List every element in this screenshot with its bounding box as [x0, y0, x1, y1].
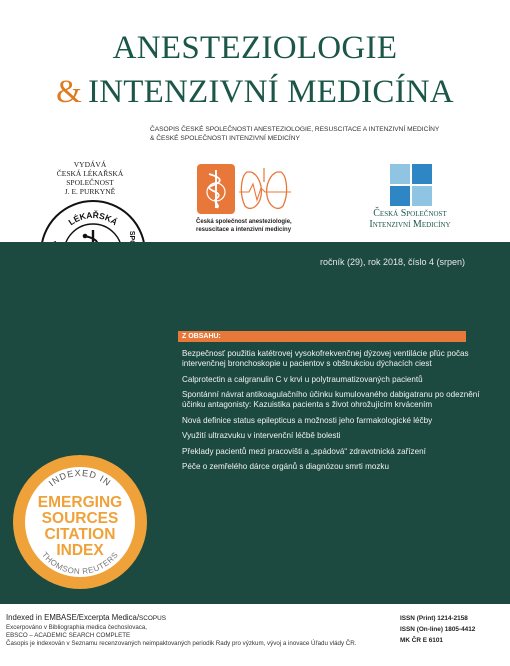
esci-line1: EMERGING [37, 494, 123, 511]
subtitle-line2: & ČESKÉ SPOLEČNOSTI INTENZIVNÍ MEDICÍNY [150, 135, 300, 142]
publisher-block [30, 160, 150, 196]
publisher-line: SPOLEČNOST [66, 178, 114, 187]
indexing-line2: Excerpováno v Bibliographia medica čechoslovaca, [6, 624, 148, 631]
csarim-caption-line1: Česká společnost anesteziologie, [196, 219, 292, 225]
csim-logo-icon [388, 162, 434, 208]
esci-line3: CITATION [44, 526, 116, 543]
indexing-line4: Časopis je indexován v Seznamu recenzovaných neimpaktovaných periodik Rady pro výzkum, vývoj a inovace Úřadu vlády ČR. [6, 640, 357, 648]
contents-item: Překlady pacientů mezi pracovišti a „spádová“ zdravotnická zařízení [182, 446, 426, 456]
csim-name [350, 208, 470, 230]
publisher-line: J. E. PURKYNĚ [64, 187, 116, 196]
title-ampersand: & [56, 74, 83, 110]
contents-list [182, 349, 487, 478]
contents-item: Využití ultrazvuku v intervenční léčbě bolesti [182, 431, 341, 440]
esci-line2: SOURCES [41, 510, 119, 527]
indexing-info [6, 613, 396, 649]
contents-item: Spontánní návrat antikoagulačního účinku kumulovaného dabigatranu po odeznění účinku antagonisty: Kazuistika pacienta s život ohrožujícím krvácením [182, 390, 480, 409]
indexed-prefix: Indexed in EMBASE/Excerpta Medica/ [6, 613, 140, 622]
issn-print: ISSN (Print) 1214-2158 [400, 615, 468, 622]
journal-subtitle [150, 125, 500, 143]
contents-label: Z OBSAHU: [178, 331, 466, 342]
esci-badge-icon [10, 452, 150, 592]
indexed-in-line [6, 613, 396, 624]
contents-item: Nová definice status epilepticus a možnosti jeho farmakologické léčby [182, 415, 433, 425]
issn-info [400, 613, 505, 646]
esci-line4: INDEX [56, 542, 104, 559]
contents-item: Bezpečnosť použitia katétrovej vysokofrekvenčnej dýzovej ventilácie pľúc počas intervenčnej bronchoskopie u pacientov s obštrukciou dýchacích ciest [182, 349, 469, 368]
mk-registration: MK ČR E 6101 [400, 637, 443, 644]
issue-info: ročník (29), rok 2018, číslo 4 (srpen) [320, 257, 466, 267]
csarim-caption [196, 219, 336, 234]
csarim-caption-line2: resuscitace a intenzivní medicíny [196, 226, 292, 233]
indexing-line3: EBSCO – ACADEMIC SEARCH COMPLETE [6, 632, 131, 640]
publisher-line: ČESKÁ LÉKAŘSKÁ [56, 169, 124, 178]
publisher-line: VYDÁVÁ [73, 160, 107, 169]
contents-item: Péče o zemřelého dárce orgánů s diagnózou smrti mozku [182, 462, 389, 471]
subtitle-line1: ČASOPIS ČESKÉ SPOLEČNOSTI ANESTEZIOLOGIE, RESUSCITACE A INTENZIVNÍ MEDICÍNY [150, 126, 440, 133]
esci-bottom-text: THOMSON REUTERS [39, 550, 121, 577]
indexed-scopus: SCOPUS [139, 615, 167, 622]
csim-name-line1: Česká Společnost [373, 208, 447, 219]
contents-item: Calprotectin a calgranulin C v krvi u polytraumatizovaných pacientů [182, 374, 423, 384]
csim-name-line2: Intenzivní Medicíny [369, 219, 451, 230]
title-line2-text: INTENZIVNÍ MEDICÍNA [88, 74, 454, 110]
esci-top-text: INDEXED IN [46, 467, 114, 489]
journal-title-line2 [0, 74, 510, 110]
seal-top-text: LÉKAŘSKÁ [66, 209, 120, 228]
journal-title-line1: ANESTEZIOLOGIE [112, 30, 398, 66]
issn-online: ISSN (On-line) 1805-4412 [400, 626, 476, 633]
